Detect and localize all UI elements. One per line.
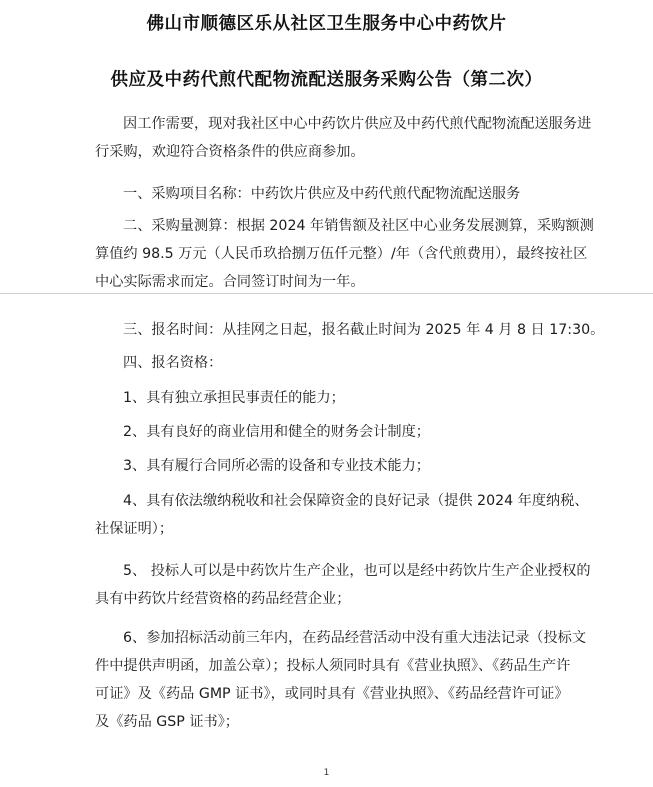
qualification-3: [95, 452, 585, 480]
qualification-line: 6、参加招标活动前三年内，在药品经营活动中没有重大违法记录（投标文: [123, 630, 587, 646]
qualification-line: 社保证明）；: [95, 521, 174, 537]
qualification-line: 1、具有独立承担民事责任的能力；: [123, 390, 345, 406]
qualification-2: [95, 418, 585, 446]
section-qualifications-heading: [95, 349, 585, 377]
qualification-line: 可证》及《药品 GMP 证书》，或同时具有《营业执照》、《药品经营许可证》: [95, 686, 569, 702]
qualification-4: [95, 487, 589, 543]
document-title-line2: 供应及中药代煎代配物流配送服务采购公告（第二次）: [110, 70, 543, 90]
document-title-line1: 佛山市顺德区乐从社区卫生服务中心中药饮片: [146, 14, 507, 34]
intro-line: 行采购，欢迎符合资格条件的供应商参加。: [95, 144, 365, 160]
section-line: 中心实际需求而定。合同签订时间为一年。: [95, 274, 365, 290]
section-purchase-estimate: [95, 212, 594, 296]
qualification-1: [95, 384, 585, 412]
qualification-line: 及《药品 GSP 证书》；: [95, 714, 239, 730]
intro-line: 因工作需要，现对我社区中心中药饮片供应及中药代煎代配物流配送服务进: [123, 116, 592, 132]
qualification-line: 4、具有依法缴纳税收和社会保障资金的良好记录（提供 2024 年度纳税、: [123, 493, 589, 509]
page-number: 1: [323, 768, 330, 778]
qualification-line: 3、具有履行合同所必需的设备和专业技术能力；: [123, 458, 430, 474]
section-line: 算值约 98.5 万元（人民币玖拾捌万伍仟元整）/年（含代煎费用），最终按社区: [95, 246, 588, 262]
section-line: 二、采购量测算：根据 2024 年销售额及社区中心业务发展测算，采购额测: [123, 218, 594, 234]
qualification-6: [95, 624, 585, 736]
section-project-name: [95, 180, 585, 208]
intro-paragraph: [95, 110, 592, 166]
scan-artifact-line: [0, 293, 653, 294]
section-registration-time: [95, 316, 605, 344]
qualification-line: 具有中药饮片经营资格的药品经营企业；: [95, 591, 351, 607]
qualification-line: 2、具有良好的商业信用和健全的财务会计制度；: [123, 424, 430, 440]
section-line: 四、报名资格：: [123, 355, 223, 371]
section-line: 一、采购项目名称：中药饮片供应及中药代煎代配物流配送服务: [123, 186, 521, 202]
qualification-line: 5、 投标人可以是中药饮片生产企业，也可以是经中药饮片生产企业授权的: [123, 563, 591, 579]
section-line: 三、报名时间：从挂网之日起，报名截止时间为 2025 年 4 月 8 日 17:30。: [123, 322, 605, 338]
qualification-5: [95, 557, 591, 613]
qualification-line: 件中提供声明函，加盖公章）；投标人须同时具有《营业执照》、《药品生产许: [95, 658, 571, 674]
